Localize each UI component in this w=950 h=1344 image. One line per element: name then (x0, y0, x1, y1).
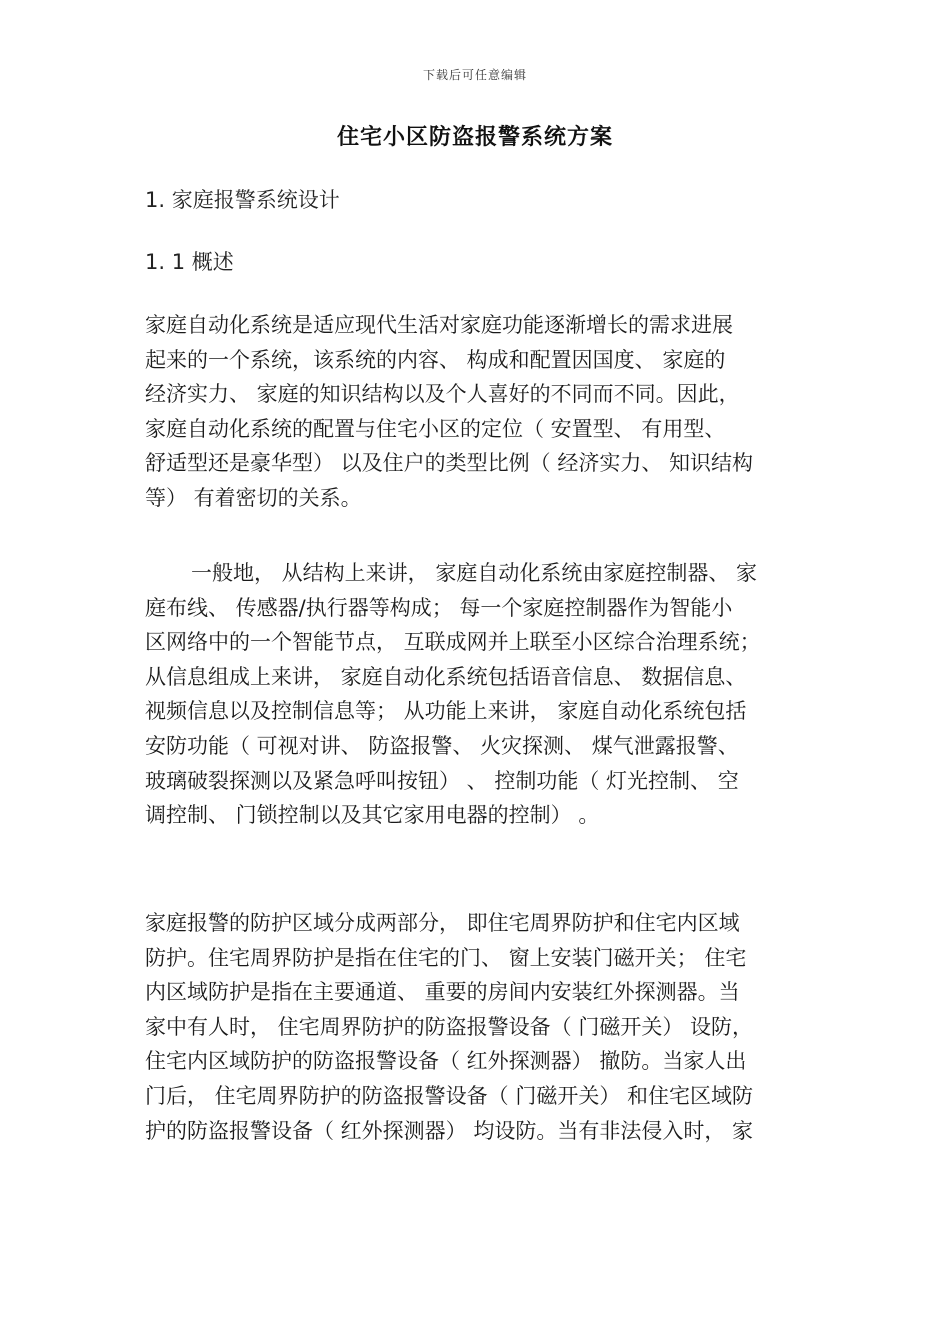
paragraph-structure (145, 556, 805, 833)
paragraph-line: 庭布线、 传感器/执行器等构成； 每一个家庭控制器作为智能小 (145, 595, 733, 620)
section-heading-1-1: 1. 1 概述 (145, 250, 234, 274)
paragraph-line: 住宅内区域防护的防盗报警设备（ 红外探测器） 撤防。当家人出 (145, 1049, 747, 1074)
paragraph-line: 视频信息以及控制信息等； 从功能上来讲， 家庭自动化系统包括 (145, 699, 747, 724)
section-heading-1: 1. 家庭报警系统设计 (145, 188, 340, 212)
paragraph-line: 内区域防护是指在主要通道、 重要的房间内安装红外探测器。当 (145, 980, 740, 1005)
document-title: 住宅小区防盗报警系统方案 (336, 125, 613, 150)
paragraph-line: 家中有人时， 住宅周界防护的防盗报警设备（ 门磁开关） 设防， (145, 1014, 754, 1039)
paragraph-line: 起来的一个系统，该系统的内容、 构成和配置因国度、 家庭的 (145, 347, 726, 372)
paragraph-line: 一般地， 从结构上来讲， 家庭自动化系统由家庭控制器、 家 (191, 561, 758, 585)
paragraph-line: 等） 有着密切的关系。 (145, 485, 362, 510)
paragraph-line: 家庭报警的防护区域分成两部分， 即住宅周界防护和住宅内区域 (145, 911, 740, 935)
paragraph-line: 家庭自动化系统是适应现代生活对家庭功能逐渐增长的需求进展 (145, 313, 733, 337)
paragraph-line: 安防功能（ 可视对讲、 防盗报警、 火灾探测、 煤气泄露报警、 (145, 733, 739, 758)
paragraph-line: 区网络中的一个智能节点， 互联成网并上联至小区综合治理系统； (145, 630, 761, 655)
paragraph-line: 经济实力、 家庭的知识结构以及个人喜好的不同而不同。因此， (145, 382, 740, 407)
paragraph-line: 玻璃破裂探测以及紧急呼叫按钮） 、 控制功能（ 灯光控制、 空 (145, 768, 739, 793)
paragraph-line: 门后， 住宅周界防护的防盗报警设备（ 门磁开关） 和住宅区域防 (145, 1083, 754, 1108)
paragraph-line: 防护。住宅周界防护是指在住宅的门、 窗上安装门磁开关； 住宅 (145, 945, 747, 970)
paragraph-line: 从信息组成上来讲， 家庭自动化系统包括语音信息、 数据信息、 (145, 664, 747, 689)
paragraph-line: 护的防盗报警设备（ 红外探测器） 均设防。当有非法侵入时， 家 (145, 1118, 754, 1143)
header-note: 下载后可任意编辑 (422, 68, 527, 82)
paragraph-line: 舒适型还是豪华型） 以及住户的类型比例（ 经济实力、 知识结构 (145, 451, 754, 476)
paragraph-overview (145, 308, 805, 516)
paragraph-line: 调控制、 门锁控制以及其它家用电器的控制） 。 (145, 803, 600, 828)
paragraph-line: 家庭自动化系统的配置与住宅小区的定位（ 安置型、 有用型、 (145, 416, 726, 441)
paragraph-protection-zones (145, 906, 805, 1148)
